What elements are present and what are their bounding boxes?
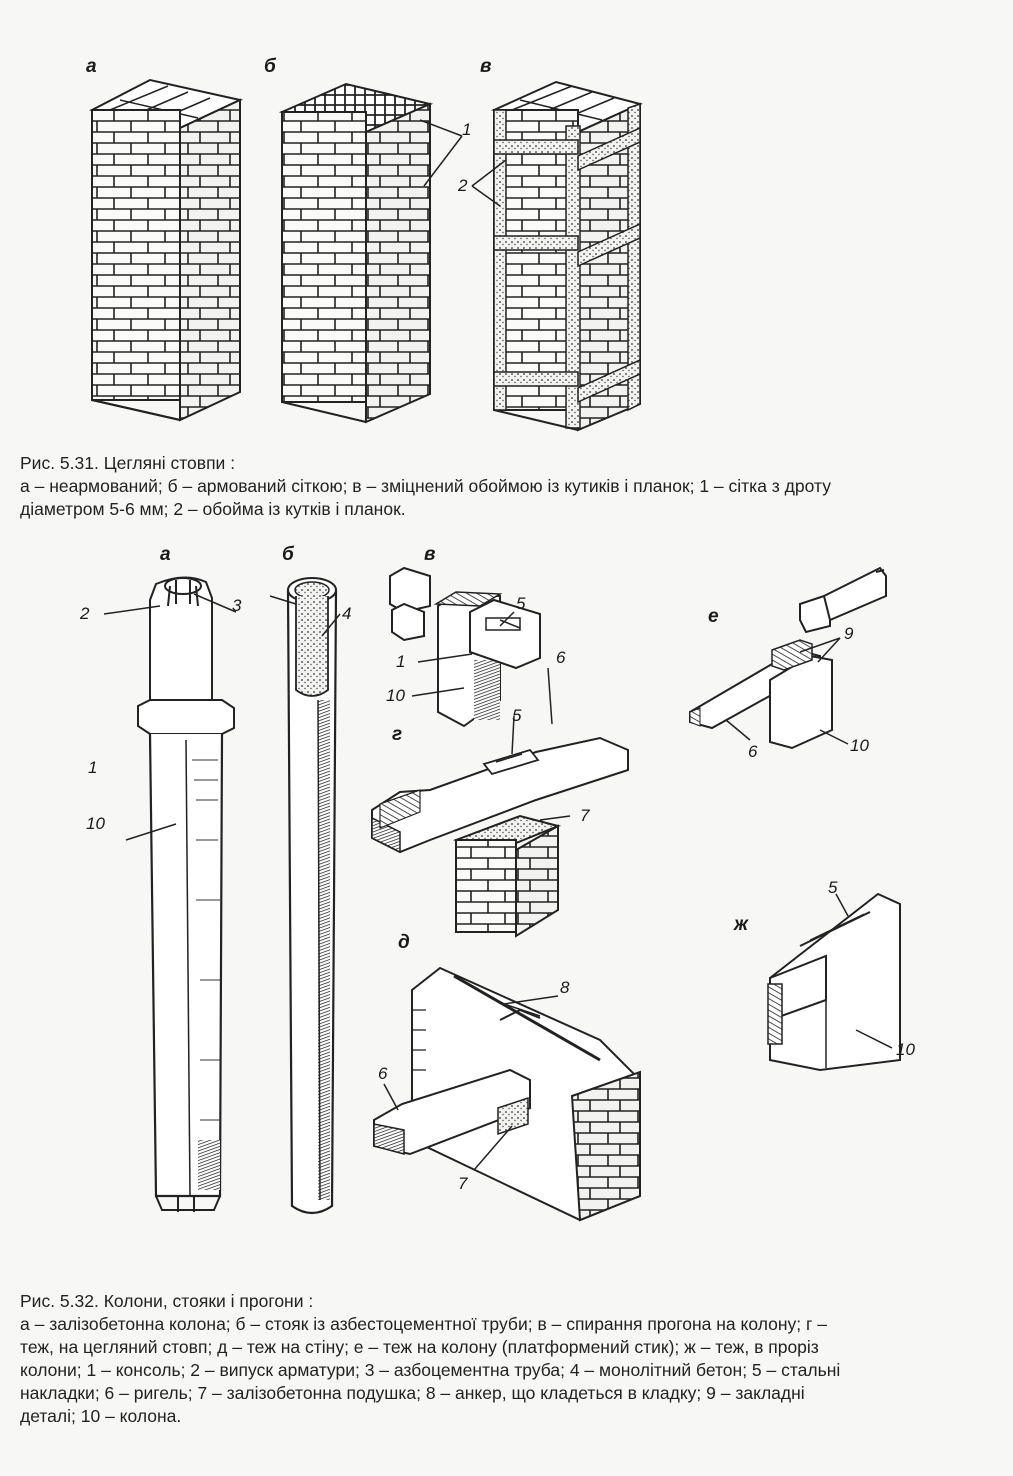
callout-1-fig531: 1: [462, 120, 472, 139]
caption-line1-fig532: а – залізобетонна колона; б – стояк із азбестоцементної труби; в – спирання прогона на колону; г –: [20, 1314, 827, 1334]
asbestos-pipe-stand: [288, 578, 336, 1213]
girder-on-brick-pillar-detail: [372, 738, 628, 936]
callout-a-10: 10: [86, 814, 105, 833]
brick-pillar-unreinforced: [92, 80, 240, 420]
callout-b-4: 4: [342, 604, 352, 623]
label-v-fig532: в: [424, 544, 436, 565]
caption-title-fig532: Рис. 5.32. Колони, стояки і прогони :: [20, 1291, 314, 1311]
callout-2-fig531: 2: [458, 176, 468, 195]
label-d-fig532: д: [398, 932, 410, 953]
callout-zh-5: 5: [828, 878, 838, 897]
callout-a-1: 1: [88, 758, 98, 777]
caption-fig531: [20, 452, 831, 521]
caption-line3-fig532: колони; 1 – консоль; 2 – випуск арматури; 3 – азбоцементна труба; 4 – монолітний бетон; 5 – стальні: [20, 1360, 841, 1380]
callout-zh-10: 10: [896, 1040, 915, 1059]
caption-line5-fig532: деталі; 10 – колона.: [20, 1406, 182, 1426]
caption-line1-fig531: а – неармований; б – армований сіткою; в – зміцнений обоймою із кутиків і планок; 1 – сітка з дроту: [20, 476, 831, 496]
girder-on-column-detail: [390, 568, 540, 726]
callout-e-10: 10: [850, 736, 869, 755]
callout-v-6: 6: [556, 648, 566, 667]
callout-v-10: 10: [386, 686, 405, 705]
caption-line4-fig532: накладки; 6 – ригель; 7 – залізобетонна подушка; 8 – анкер, що кладеться в кладку; 9 – закладні: [20, 1383, 805, 1403]
label-b-fig531: б: [264, 56, 276, 77]
caption-line2-fig531: діаметром 5-6 мм; 2 – обойма із кутків і планок.: [20, 499, 406, 519]
caption-line2-fig532: теж, на цегляний стовп; д – теж на стіну; е – теж на колону (платформений стик); ж – теж, в проріз: [20, 1337, 819, 1357]
callout-d-6: 6: [378, 1064, 388, 1083]
label-e-fig532: е: [708, 606, 719, 627]
rc-column: [138, 577, 234, 1212]
label-b-fig532: б: [282, 544, 294, 565]
callout-d-8: 8: [560, 978, 570, 997]
callout-d-7: 7: [458, 1174, 468, 1193]
label-a-fig531: а: [86, 56, 97, 77]
girder-in-column-slot-detail: [768, 894, 900, 1070]
callout-v-1: 1: [396, 652, 406, 671]
callout-g-5: 5: [512, 706, 522, 725]
caption-fig532: [20, 1290, 840, 1428]
platform-joint-detail: [690, 568, 886, 748]
brick-pillar-mesh-reinforced: [282, 84, 430, 422]
callout-a-2: 2: [80, 604, 90, 623]
label-g-fig532: г: [392, 724, 403, 745]
callout-a-3: 3: [232, 596, 242, 615]
label-zh-fig532: ж: [734, 914, 748, 935]
label-a-fig532: а: [160, 544, 171, 565]
brick-pillar-steel-jacket: [494, 82, 640, 430]
label-v-fig531: в: [480, 56, 492, 77]
callout-g-7: 7: [580, 806, 590, 825]
caption-title-fig531: Рис. 5.31. Цегляні стовпи :: [20, 453, 236, 473]
girder-on-wall-detail: [374, 968, 640, 1220]
callout-v-5: 5: [516, 594, 526, 613]
callout-e-9: 9: [844, 624, 854, 643]
callout-e-6: 6: [748, 742, 758, 761]
